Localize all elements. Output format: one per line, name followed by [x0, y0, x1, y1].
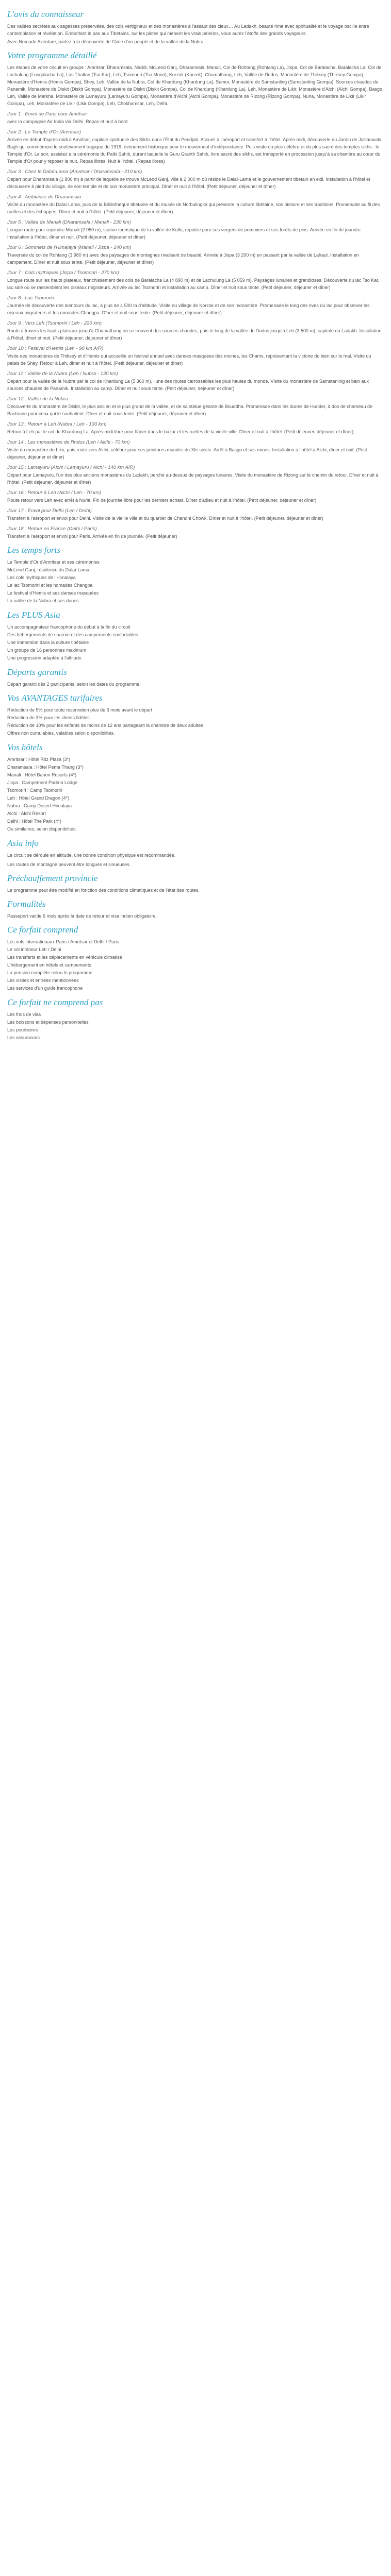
list-item: La vallée de la Nubra et ses dunes — [7, 598, 79, 603]
list-item: Les pourboires — [7, 1027, 38, 1032]
day-text: Découverte du monastère de Diskit, le plus ancien et le plus grand de la vallée, et de sa statue géante de Bouddha. Promenade dans les dunes de Hunder, à dos de chameau de Bactriane pour ceux qui le souhaitent. Dîner et nuit sous tente. (Petit déjeuner, déjeuner et dîner) — [7, 404, 372, 416]
hotel-item: Jispa : Campement Padma Lodge — [7, 780, 78, 785]
list-item: Les transferts et les déplacements en véhicule climatisé — [7, 955, 122, 960]
day-text: Longue route sur les hauts plateaux, franchissement des cols de Baralacha La (4 890 m) et de Lachulung La (5 059 m). Paysages lunaires et grandioses. Découverte du lac Tso Kar, lac salé où se rassemblent les oiseaux migrateurs. Arrivée au lac Tsomoriri et installation au camp. Dîner et nuit sous tente. (Petit déjeuner, déjeuner et dîner) — [7, 278, 380, 290]
formalities-heading: Formalités — [7, 899, 46, 909]
day-item — [7, 111, 384, 125]
day-title: Jour 4 : Ambiance de Dharamsala — [7, 194, 82, 200]
day-title: Jour 8 : Lac Tsomoriri — [7, 295, 54, 301]
advantages-section — [7, 693, 384, 737]
day-title: Jour 9 : Vers Leh (Tsomoriri / Leh - 220 km) — [7, 320, 102, 326]
day-text: Transfert à l'aéroport et envol pour Paris. Arrivée en fin de journée. (Petit déjeuner) — [7, 534, 177, 539]
strong-points-section — [7, 545, 384, 605]
day-item — [7, 219, 384, 241]
hotel-item: Dharamsala : Hôtel Pema Thang (3*) — [7, 765, 84, 770]
list-item: Les cols mythiques de l'Himalaya — [7, 575, 76, 580]
list-item: Un accompagnateur francophone du début à la fin du circuit — [7, 624, 131, 630]
day-item — [7, 245, 384, 266]
day-item — [7, 526, 384, 540]
day-text: Visite des monastères de Thiksey et d'Hemis qui accueille un festival annuel avec danses masquées des moines, les Chams, représentant la victoire du bien sur le mal. Visite du palais de Shey. Retour à Leh, dîner et nuit à l'hôtel. (Petit déjeuner, déjeuner et dîner) — [7, 353, 371, 366]
hotels-section — [7, 742, 384, 833]
departures-section — [7, 667, 384, 688]
list-item: L'hébergement en hôtels et campements — [7, 962, 91, 968]
day-title: Jour 1 : Envol de Paris pour Amritsar — [7, 111, 87, 117]
day-item — [7, 465, 384, 486]
day-title: Jour 3 : Chez le Dalaï-Lama (Amritsar / Dharamsala - 210 km) — [7, 169, 142, 175]
day-item — [7, 129, 384, 165]
list-item: Les frais de visa — [7, 1012, 41, 1017]
list-item: Le festival d'Hemis et ses danses masquées — [7, 590, 99, 596]
list-item: La pension complète selon le programme — [7, 970, 93, 975]
intro-paragraph: Des vallées secrètes aux sagesses préservées, des cols vertigineux et des monastères à l'assaut des cieux… Au Ladakh, beauté rime avec spiritualité et le voyage oscille entre contemplation et révélation. Emboîtant le pas aux Tibétains, sur les pistes qui mènent les vrais pèlerins, vous aurez l'étoffe des grands voyageurs. — [7, 24, 369, 36]
day-text: Traversée du col de Rohtang (3 980 m) avec des paysages de montagnes rivalisant de beauté. Arrivée à Jispa (3 200 m) en passant par la vallée de Lahaul. Installation en campement. Dîner et nuit sous tente. (Petit déjeuner, déjeuner et dîner) — [7, 252, 359, 265]
day-item — [7, 371, 384, 392]
program-heading: Votre programme détaillé — [7, 50, 97, 60]
included-heading: Ce forfait comprend — [7, 925, 78, 935]
list-item: Les visites et entrées mentionnées — [7, 978, 79, 983]
program-intro: Les étapes de votre circuit en groupe : Amritsar, Dharamsala, Naddi, McLeod Ganj, Dharamsala, Manali, Col de Rohtang (Rohtang La), Jispa, Col de Baralacha, Baralacha La, Col de Lachulung (Lungalacha La), Las Thaltan (Tso Kar), Leh, Tsomoriri (Tso Moriri), Korzok (Korzok), Chumathang, Leh, Vallée de l'Indus, Monastère de Thiksey (Thiksey Gompa), Monastère d'Hemis (Hemis Gompa), Shey, Leh, Vallée de la Nubra, Col de Khardung (Khardung La), Sumur, Monastère de Samstanling (Samstanling Gompa), Sources chaudes de Panamik, Monastère de Diskit (Diskit Gompa), Monastère de Diskit (Diskit Gompa), Col de Khardung (Khardung La), Leh, Monastère de Likir, Monastère d'Alchi (Alchi Gompa), Basgo, Leh, Vallée de Markha, Monastère de Lamayuru (Lamayuru Gompa), Monastère d'Alchi (Alchi Gompa), Monastère de Rizong (Rizong Gompa), Nurla, Monastère de Likir (Likir Gompa), Leh, Monastère de Likir (Likir Gompa), Leh, Chokhamsar, Leh, Delhi. — [7, 65, 384, 106]
hotel-item: Tsomoriri : Camp Tsomoriri — [7, 788, 62, 793]
day-title: Jour 12 : Vallée de la Nubra — [7, 396, 68, 402]
asia-info-paragraph: Le circuit se déroule en altitude, une bonne condition physique est recommandée. — [7, 853, 176, 858]
day-item — [7, 421, 384, 435]
day-title: Jour 11 : Vallée de la Nubra (Leh / Nubra - 130 km) — [7, 371, 118, 377]
day-item — [7, 320, 384, 342]
not-included-section — [7, 997, 384, 1042]
precautions-heading: Préchauffement provincie — [7, 873, 98, 883]
strong-points-heading: Les temps forts — [7, 545, 60, 555]
hotels-note: Ou similaires, selon disponibilités. — [7, 826, 77, 832]
hotel-item: Manali : Hôtel Banon Resorts (4*) — [7, 772, 77, 777]
advantages-heading: Vos AVANTAGES tarifaires — [7, 693, 103, 703]
day-item — [7, 194, 384, 215]
departures-heading: Départs garantis — [7, 667, 67, 677]
day-title: Jour 10 : Festival d'Hemis (Leh - 90 km A/R) — [7, 346, 104, 351]
formalities-paragraph: Passeport valide 6 mois après la date de retour et visa indien obligatoire. — [7, 913, 157, 919]
hotel-item: Delhi : Hôtel The Park (4*) — [7, 819, 61, 824]
formalities-section — [7, 899, 384, 920]
day-text: Départ pour Dharamsala (1 800 m) à partir de laquelle se trouve McLeod Ganj, ville à 2 000 m où réside le Dalaï-Lama et le gouvernement tibétain en exil. Installation à l'hôtel et découverte à pied du village, de son temple et de son monastère principal. Dîner et nuit à l'hôtel. (Petit déjeuner, déjeuner et dîner) — [7, 177, 370, 189]
day-text: Transfert à l'aéroport et envol pour Delhi. Visite de la vieille ville et du quartier de Chandni Chowk. Dîner et nuit à l'hôtel. (Petit déjeuner, déjeuner et dîner) — [7, 516, 323, 521]
intro-heading: L'avis du connaisseur — [7, 9, 84, 19]
list-item: Une immersion dans la culture tibétaine — [7, 640, 89, 645]
day-text: Longue route pour rejoindre Manali (2 050 m), station touristique de la vallée de Kullu, réputée pour ses vergers de pommiers et ses forêts de pins. Arrivée en fin de journée. Installation à l'hôtel, dîner et nuit. (Petit déjeuner, déjeuner et dîner) — [7, 227, 362, 240]
day-title: Jour 18 : Retour en France (Delhi / Paris) — [7, 526, 97, 532]
included-section — [7, 925, 384, 992]
not-included-heading: Ce forfait ne comprend pas — [7, 997, 103, 1007]
day-text: Visite du monastère de Likir, puis route vers Alchi, célèbre pour ses peintures murales du XIe siècle. Arrêt à Basgo et ses ruines. Installation à l'hôtel à Alchi, dîner et nuit. (Petit déjeuner, déjeuner et dîner) — [7, 447, 367, 460]
day-title: Jour 5 : Vallée de Manali (Dharamsala / Manali - 230 km) — [7, 219, 131, 225]
list-item: Les assurances — [7, 1035, 40, 1040]
day-text: avec la compagnie Air India via Delhi. Repas et nuit à bord. — [7, 119, 129, 124]
hotel-item: Leh : Hôtel Grand Dragon (4*) — [7, 795, 70, 801]
intro-paragraph: Avec Nomade Aventure, partez à la découverte de l'âme d'un peuple et de la vallée de la Nubra. — [7, 39, 205, 44]
list-item: McLeod Ganj, résidence du Dalaï-Lama — [7, 567, 90, 572]
day-title: Jour 13 : Retour à Leh (Nubra / Leh - 130 km) — [7, 421, 107, 427]
day-item — [7, 396, 384, 417]
day-item — [7, 346, 384, 367]
list-item: Des hébergements de charme et des campements confortables — [7, 632, 138, 637]
precautions-paragraph: Le programme peut être modifié en fonction des conditions climatiques et de l'état des routes. — [7, 888, 200, 893]
day-item — [7, 169, 384, 190]
list-item: Le Temple d'Or d'Amritsar et ses cérémonies — [7, 560, 100, 565]
departures-text: Départ garanti dès 2 participants, selon les dates du programme. — [7, 682, 141, 687]
day-item — [7, 490, 384, 504]
day-item — [7, 295, 384, 316]
day-title: Jour 7 : Cols mythiques (Jispa / Tsomoriri - 270 km) — [7, 270, 119, 276]
list-item: Un groupe de 16 personnes maximum — [7, 648, 87, 653]
day-text: Départ pour la vallée de la Nubra par le col de Khardung La (5 360 m), l'une des routes carrossables les plus hautes du monde. Visite du monastère de Samstanling et bain aux sources chaudes de Panamik. Installation au camp. Dîner et nuit sous tente. (Petit déjeuner, déjeuner et dîner) — [7, 379, 369, 391]
advantages-note: Offres non cumulables, valables selon disponibilités. — [7, 731, 115, 736]
list-item: Réduction de 5% pour toute réservation plus de 6 mois avant le départ — [7, 707, 153, 713]
hotel-item: Amritsar : Hôtel Ritz Plaza (3*) — [7, 757, 71, 762]
day-title: Jour 14 : Les monastères de l'Indus (Leh / Alchi - 70 km) — [7, 439, 130, 445]
hotels-heading: Vos hôtels — [7, 742, 43, 752]
list-item: Réduction de 3% pour les clients fidèles — [7, 715, 90, 720]
asia-info-paragraph: Les routes de montagne peuvent être longues et sinueuses. — [7, 862, 131, 867]
day-text: Arrivée en début d'après-midi à Amritsar, capitale spirituelle des Sikhs dans l'État du Pendjab. Accueil à l'aéroport et transfert à l'hôtel. Après-midi, découverte du Jardin de Jallianwala Bagh qui commémore le soulèvement tragique de 1919, événement historique pour le mouvement d'indépendance. Puis visite du plus célèbre et du plus sacré des temples sikhs : le Temple d'Or. Le soir, assistez à la cérémonie du Palki Sahib, durant laquelle le Guru Granth Sahib, livre sacré des sikhs, est transporté en procession jusqu'à sa chambre au cœur du Temple d'Or pour y reposer la nuit. Repas libres. Nuit à l'hôtel. (Repas libres) — [7, 137, 382, 164]
day-item — [7, 508, 384, 522]
list-item: Les services d'un guide francophone — [7, 986, 83, 991]
day-text: Route retour vers Leh avec arrêt à Nurla. Fin de journée libre pour les derniers achats. Dîner d'adieu et nuit à l'hôtel. (Petit déjeuner, déjeuner et dîner) — [7, 498, 317, 503]
extras-section — [7, 610, 384, 662]
list-item: Le lac Tsomoriri et les nomades Changpa — [7, 583, 93, 588]
day-text: Visite du monastère du Dalaï-Lama, puis de la Bibliothèque tibétaine et du musée de Norbulingka qui présente la culture tibétaine, son histoire et ses traditions. Promenade au fil des ruelles et des échoppes. Dîner et nuit à l'hôtel. (Petit déjeuner, déjeuner et dîner) — [7, 202, 380, 214]
list-item: Réduction de 10% pour les enfants de moins de 12 ans partageant la chambre de deux adultes — [7, 723, 203, 728]
day-text: Départ pour Lamayuru, l'un des plus anciens monastères du Ladakh, perché au-dessus de paysages lunaires. Visite du monastère de Rizong sur le chemin du retour. Dîner et nuit à l'hôtel. (Petit déjeuner, déjeuner et dîner) — [7, 472, 379, 485]
day-title: Jour 17 : Envol pour Delhi (Leh / Delhi) — [7, 508, 92, 514]
day-title: Jour 6 : Sommets de l'Himalaya (Manali / Jispa - 140 km) — [7, 245, 132, 250]
day-item — [7, 439, 384, 461]
program-section — [7, 50, 384, 540]
day-title: Jour 2 : Le Temple d'Or (Amritsar) — [7, 129, 81, 135]
day-item — [7, 270, 384, 291]
asia-info-section — [7, 838, 384, 868]
day-text: Journée de découverte des alentours du lac, à plus de 4 500 m d'altitude. Visite du village de Korzok et de son monastère. Promenade le long des rives du lac pour observer les oiseaux migrateurs et les nomades Changpa. Dîner et nuit sous tente. (Petit déjeuner, déjeuner et dîner) — [7, 303, 370, 315]
intro-section — [7, 9, 384, 45]
precautions-section — [7, 873, 384, 894]
day-text: Retour à Leh par le col de Khardung La. Après-midi libre pour flâner dans le bazar et les ruelles de la vieille ville. Dîner et nuit à l'hôtel. (Petit déjeuner, déjeuner et dîner) — [7, 429, 354, 434]
day-title: Jour 15 : Lamayuru (Alchi / Lamayuru / Alchi - 140 km A/R) — [7, 465, 135, 470]
hotel-item: Alchi : Alchi Resort — [7, 811, 46, 816]
list-item: Les boissons et dépenses personnelles — [7, 1020, 89, 1025]
page — [0, 0, 391, 1052]
list-item: Le vol intérieur Leh / Delhi — [7, 947, 61, 952]
extras-heading: Les PLUS Asia — [7, 610, 60, 620]
list-item: Les vols internationaux Paris / Amritsar et Delhi / Paris — [7, 939, 119, 944]
hotel-item: Nubra : Camp Desert Himalaya — [7, 803, 72, 808]
day-text: Route à travers les hauts plateaux jusqu'à Chumathang où se trouvent des sources chaudes, puis le long de la vallée de l'Indus jusqu'à Leh (3 500 m), capitale du Ladakh. Installation à l'hôtel, dîner et nuit. (Petit déjeuner, déjeuner et dîner) — [7, 328, 382, 341]
asia-info-heading: Asia info — [7, 838, 39, 848]
day-title: Jour 16 : Retour à Leh (Alchi / Leh - 70 km) — [7, 490, 102, 496]
list-item: Une progression adaptée à l'altitude — [7, 655, 82, 660]
